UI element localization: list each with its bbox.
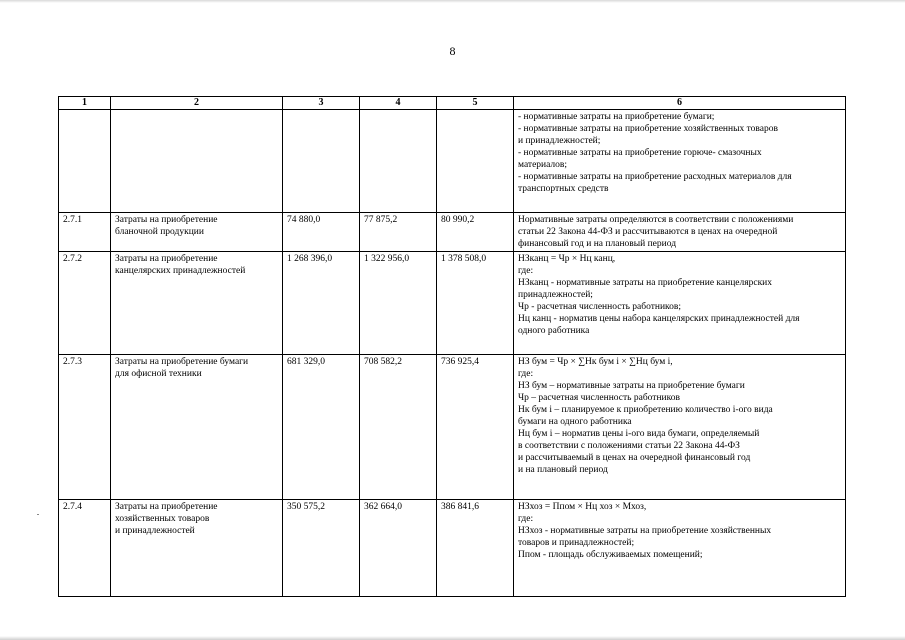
column-header: 2 bbox=[111, 97, 283, 110]
row-value-col4: 1 322 956,0 bbox=[360, 252, 437, 355]
description-line: Нц канц - норматив цены набора канцелярских принадлежностей для bbox=[518, 314, 800, 324]
column-header: 3 bbox=[283, 97, 360, 110]
row-name bbox=[111, 213, 283, 252]
description-line: Чр - расчетная численность работников; bbox=[518, 302, 682, 312]
row-value-col4: 708 582,2 bbox=[360, 355, 437, 500]
row-value-col5: 386 841,6 bbox=[437, 500, 514, 597]
description-line: где: bbox=[518, 369, 534, 379]
row-value-col5: 736 925,4 bbox=[437, 355, 514, 500]
description-line: финансовый год и на плановый период bbox=[518, 239, 677, 249]
row-value-col3: 1 268 396,0 bbox=[283, 252, 360, 355]
description-line: бумаги на одного работника bbox=[518, 417, 632, 427]
row-description bbox=[514, 355, 846, 500]
row-name bbox=[111, 500, 283, 597]
table-row bbox=[59, 110, 846, 213]
table-row bbox=[59, 213, 846, 252]
column-header: 1 bbox=[59, 97, 111, 110]
row-value-col3 bbox=[283, 110, 360, 213]
row-description bbox=[514, 500, 846, 597]
row-value-col3: 350 575,2 bbox=[283, 500, 360, 597]
name-line: Затраты на приобретение bbox=[115, 502, 218, 512]
row-name bbox=[111, 110, 283, 213]
description-line: НЗканц - нормативные затраты на приобретение канцелярских bbox=[518, 278, 773, 288]
table-header-row bbox=[59, 97, 846, 110]
description-line: статьи 22 Закона 44-ФЗ и рассчитываются в ценах на очередной bbox=[518, 227, 778, 237]
row-code: 2.7.4 bbox=[59, 500, 111, 597]
description-line: Нц бум i – норматив цены i-ого вида бумаги, определяемый bbox=[518, 429, 760, 439]
description-line: где: bbox=[518, 266, 534, 276]
page-number: 8 bbox=[449, 44, 456, 58]
row-value-col3: 74 880,0 bbox=[283, 213, 360, 252]
row-code: 2.7.3 bbox=[59, 355, 111, 500]
description-line: принадлежностей; bbox=[518, 290, 593, 300]
formula-line: НЗ бум = Чр × ∑Нк бум i × ∑Нц бум i, bbox=[518, 357, 673, 367]
row-value-col5: 1 378 508,0 bbox=[437, 252, 514, 355]
row-name bbox=[111, 355, 283, 500]
name-line: Затраты на приобретение бумаги bbox=[115, 357, 249, 367]
row-description bbox=[514, 110, 846, 213]
name-line: хозяйственных товаров bbox=[115, 514, 210, 524]
description-line: - нормативные затраты на приобретение бумаги; bbox=[518, 112, 715, 122]
name-line: канцелярских принадлежностей bbox=[115, 266, 246, 276]
cost-table bbox=[58, 96, 846, 597]
row-code bbox=[59, 110, 111, 213]
description-line: НЗ бум – нормативные затраты на приобретение бумаги bbox=[518, 381, 745, 391]
formula-line: НЗканц = Чр × Нц канц, bbox=[518, 254, 616, 264]
column-header: 5 bbox=[437, 97, 514, 110]
row-value-col3: 681 329,0 bbox=[283, 355, 360, 500]
row-name bbox=[111, 252, 283, 355]
name-line: Затраты на приобретение bbox=[115, 254, 218, 264]
scan-edge-bottom bbox=[0, 636, 905, 640]
description-line: материалов; bbox=[518, 160, 568, 170]
column-header: 4 bbox=[360, 97, 437, 110]
description-line: - нормативные затраты на приобретение хозяйственных товаров bbox=[518, 124, 778, 134]
row-code: 2.7.2 bbox=[59, 252, 111, 355]
row-description bbox=[514, 213, 846, 252]
scan-speck bbox=[37, 514, 39, 515]
description-line: и рассчитываемый в ценах на очередной финансовый год bbox=[518, 453, 751, 463]
table-row bbox=[59, 355, 846, 500]
scan-edge-top bbox=[0, 0, 905, 3]
description-line: и принадлежностей; bbox=[518, 136, 601, 146]
row-value-col4: 362 664,0 bbox=[360, 500, 437, 597]
column-header: 6 bbox=[514, 97, 846, 110]
formula-line: НЗхоз = Ппом × Нц хоз × Мхоз, bbox=[518, 502, 647, 512]
description-line: Чр – расчетная численность работников bbox=[518, 393, 680, 403]
row-value-col4 bbox=[360, 110, 437, 213]
description-line: транспортных средств bbox=[518, 184, 609, 194]
row-value-col5 bbox=[437, 110, 514, 213]
description-line: Ппом - площадь обслуживаемых помещений; bbox=[518, 550, 703, 560]
description-line: Нормативные затраты определяются в соответствии с положениями bbox=[518, 215, 794, 225]
row-code: 2.7.1 bbox=[59, 213, 111, 252]
description-line: - нормативные затраты на приобретение расходных материалов для bbox=[518, 172, 792, 182]
description-line: Нк бум i – планируемое к приобретению количество i-ого вида bbox=[518, 405, 773, 415]
description-line: где: bbox=[518, 514, 534, 524]
name-line: для офисной техники bbox=[115, 369, 202, 379]
description-line: одного работника bbox=[518, 326, 590, 336]
name-line: и принадлежностей bbox=[115, 526, 195, 536]
row-value-col5: 80 990,2 bbox=[437, 213, 514, 252]
description-line: - нормативные затраты на приобретение горюче- смазочных bbox=[518, 148, 762, 158]
row-description bbox=[514, 252, 846, 355]
row-value-col4: 77 875,2 bbox=[360, 213, 437, 252]
description-line: в соответствии с положениями статьи 22 Закона 44-ФЗ bbox=[518, 441, 740, 451]
description-line: НЗхоз - нормативные затраты на приобретение хозяйственных bbox=[518, 526, 772, 536]
name-line: Затраты на приобретение bbox=[115, 215, 218, 225]
description-line: и на плановый период bbox=[518, 465, 608, 475]
name-line: бланочной продукции bbox=[115, 227, 204, 237]
table-row bbox=[59, 252, 846, 355]
table-row bbox=[59, 500, 846, 597]
description-line: товаров и принадлежностей; bbox=[518, 538, 635, 548]
